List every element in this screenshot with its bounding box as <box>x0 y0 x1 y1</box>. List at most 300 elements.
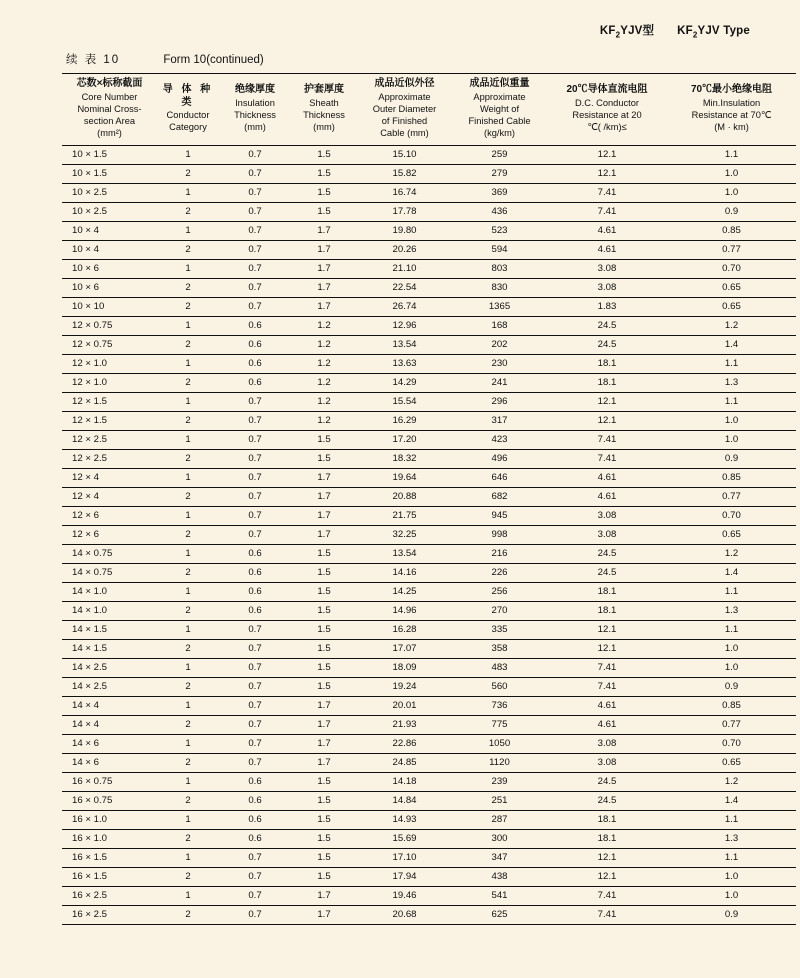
table-row <box>62 221 796 240</box>
cell-core-number: 12 × 0.75 <box>62 316 157 335</box>
table-cell: 0.7 <box>219 278 291 297</box>
table-cell: 436 <box>452 202 547 221</box>
table-cell: 2 <box>157 449 219 468</box>
header-title-cn: $KF_2YJV$型 <box>599 25 655 40</box>
table-cell: 32.25 <box>357 525 452 544</box>
table-cell: 0.65 <box>667 297 796 316</box>
table-cell: 26.74 <box>357 297 452 316</box>
table-cell: 1.7 <box>291 259 357 278</box>
table-row <box>62 544 796 563</box>
cell-core-number: 12 × 1.5 <box>62 392 157 411</box>
cell-core-number: 14 × 0.75 <box>62 544 157 563</box>
cell-core-number: 10 × 1.5 <box>62 164 157 183</box>
cell-core-number: 10 × 4 <box>62 221 157 240</box>
table-cell: 0.9 <box>667 677 796 696</box>
table-row <box>62 601 796 620</box>
table-cell: 317 <box>452 411 547 430</box>
table-cell: 3.08 <box>547 734 667 753</box>
table-cell: 18.1 <box>547 601 667 620</box>
table-cell: 19.46 <box>357 886 452 905</box>
table-cell: 14.25 <box>357 582 452 601</box>
table-cell: 216 <box>452 544 547 563</box>
table-cell: 1.7 <box>291 715 357 734</box>
table-cell: 0.6 <box>219 791 291 810</box>
table-row <box>62 202 796 221</box>
cable-specification-table <box>62 73 796 924</box>
table-row <box>62 354 796 373</box>
table-cell: 2 <box>157 563 219 582</box>
table-cell: 0.7 <box>219 392 291 411</box>
table-cell: 0.77 <box>667 487 796 506</box>
table-cell: 16.28 <box>357 620 452 639</box>
column-header-weight: 成品近似重量 Approximate Weight of Finished Cable (kg/km) <box>452 74 547 145</box>
table-cell: 1 <box>157 886 219 905</box>
table-cell: 945 <box>452 506 547 525</box>
column-header-dc-resistance: 20℃导体直流电阻 D.C. Conductor Resistance at 20 ℃( /km)≤ <box>547 74 667 145</box>
table-cell: 1.5 <box>291 677 357 696</box>
table-cell: 0.7 <box>219 734 291 753</box>
table-cell: 13.54 <box>357 335 452 354</box>
table-cell: 1.5 <box>291 829 357 848</box>
table-cell: 0.6 <box>219 544 291 563</box>
cell-core-number: 16 × 0.75 <box>62 772 157 791</box>
cell-core-number: 14 × 2.5 <box>62 677 157 696</box>
table-cell: 17.78 <box>357 202 452 221</box>
table-cell: 1.5 <box>291 639 357 658</box>
table-cell: 12.1 <box>547 392 667 411</box>
table-cell: 0.7 <box>219 430 291 449</box>
table-cell: 20.68 <box>357 905 452 924</box>
table-cell: 1.2 <box>291 335 357 354</box>
table-cell: 0.7 <box>219 487 291 506</box>
cell-core-number: 12 × 1.0 <box>62 373 157 392</box>
table-cell: 13.63 <box>357 354 452 373</box>
table-cell: 1.5 <box>291 791 357 810</box>
cell-core-number: 10 × 2.5 <box>62 183 157 202</box>
table-cell: 239 <box>452 772 547 791</box>
table-cell: 1.5 <box>291 183 357 202</box>
cell-core-number: 10 × 6 <box>62 259 157 278</box>
table-row <box>62 506 796 525</box>
table-cell: 0.7 <box>219 411 291 430</box>
table-cell: 3.08 <box>547 506 667 525</box>
table-cell: 16.29 <box>357 411 452 430</box>
table-cell: 13.54 <box>357 544 452 563</box>
table-cell: 24.85 <box>357 753 452 772</box>
table-cell: 0.7 <box>219 506 291 525</box>
cell-core-number: 10 × 6 <box>62 278 157 297</box>
table-cell: 0.6 <box>219 373 291 392</box>
table-cell: 7.41 <box>547 449 667 468</box>
cell-core-number: 12 × 1.0 <box>62 354 157 373</box>
table-cell: 1.0 <box>667 639 796 658</box>
table-cell: 1.7 <box>291 221 357 240</box>
table-cell: 18.32 <box>357 449 452 468</box>
column-header-cn: 芯数×标称截面 <box>76 78 143 90</box>
cell-core-number: 14 × 6 <box>62 734 157 753</box>
table-cell: 20.88 <box>357 487 452 506</box>
table-cell: 0.6 <box>219 563 291 582</box>
column-header-cn: 成品近似重量 <box>469 78 530 90</box>
table-cell: 18.1 <box>547 810 667 829</box>
table-cell: 202 <box>452 335 547 354</box>
table-row <box>62 658 796 677</box>
table-cell: 1.1 <box>667 354 796 373</box>
table-cell: 2 <box>157 202 219 221</box>
table-cell: 1.2 <box>291 373 357 392</box>
table-cell: 1.2 <box>667 544 796 563</box>
table-cell: 21.10 <box>357 259 452 278</box>
table-cell: 1 <box>157 658 219 677</box>
table-cell: 1 <box>157 183 219 202</box>
table-cell: 7.41 <box>547 677 667 696</box>
table-row <box>62 430 796 449</box>
table-cell: 3.08 <box>547 278 667 297</box>
table-cell: 18.1 <box>547 829 667 848</box>
table-cell: 646 <box>452 468 547 487</box>
table-row <box>62 639 796 658</box>
table-cell: 0.7 <box>219 753 291 772</box>
table-row <box>62 563 796 582</box>
table-row <box>62 316 796 335</box>
table-cell: 16.74 <box>357 183 452 202</box>
table-row <box>62 696 796 715</box>
table-cell: 21.75 <box>357 506 452 525</box>
table-cell: 1050 <box>452 734 547 753</box>
table-row <box>62 278 796 297</box>
table-cell: 4.61 <box>547 696 667 715</box>
table-cell: 2 <box>157 639 219 658</box>
table-row <box>62 810 796 829</box>
table-cell: 4.61 <box>547 468 667 487</box>
table-cell: 358 <box>452 639 547 658</box>
table-row <box>62 848 796 867</box>
table-cell: 1.7 <box>291 297 357 316</box>
table-cell: 1.2 <box>291 392 357 411</box>
table-cell: 2 <box>157 791 219 810</box>
table-row <box>62 392 796 411</box>
table-cell: 256 <box>452 582 547 601</box>
table-cell: 0.70 <box>667 506 796 525</box>
table-row <box>62 753 796 772</box>
column-header-conductor-category: 导 体 种 类 Conductor Category <box>157 74 219 145</box>
table-cell: 270 <box>452 601 547 620</box>
table-cell: 1.7 <box>291 506 357 525</box>
table-cell: 1.4 <box>667 335 796 354</box>
table-cell: 296 <box>452 392 547 411</box>
table-row <box>62 373 796 392</box>
cell-core-number: 14 × 2.5 <box>62 658 157 677</box>
table-cell: 0.6 <box>219 316 291 335</box>
table-cell: 0.6 <box>219 829 291 848</box>
table-cell: 2 <box>157 335 219 354</box>
table-cell: 14.84 <box>357 791 452 810</box>
table-row <box>62 411 796 430</box>
cell-core-number: 14 × 0.75 <box>62 563 157 582</box>
table-cell: 7.41 <box>547 430 667 449</box>
table-cell: 1.0 <box>667 867 796 886</box>
table-cell: 2 <box>157 677 219 696</box>
table-cell: 736 <box>452 696 547 715</box>
table-row <box>62 449 796 468</box>
table-cell: 1.0 <box>667 411 796 430</box>
table-cell: 1.5 <box>291 848 357 867</box>
cell-core-number: 14 × 1.5 <box>62 639 157 658</box>
table-cell: 1.5 <box>291 810 357 829</box>
cell-core-number: 12 × 4 <box>62 468 157 487</box>
table-cell: 0.6 <box>219 810 291 829</box>
table-cell: 0.6 <box>219 582 291 601</box>
table-cell: 1.4 <box>667 563 796 582</box>
table-cell: 2 <box>157 525 219 544</box>
table-cell: 1 <box>157 430 219 449</box>
table-cell: 241 <box>452 373 547 392</box>
table-cell: 12.1 <box>547 164 667 183</box>
table-cell: 226 <box>452 563 547 582</box>
table-cell: 560 <box>452 677 547 696</box>
table-cell: 1 <box>157 506 219 525</box>
table-cell: 1.3 <box>667 373 796 392</box>
table-cell: 0.77 <box>667 240 796 259</box>
table-cell: 1.0 <box>667 658 796 677</box>
cell-core-number: 10 × 4 <box>62 240 157 259</box>
table-cell: 0.7 <box>219 886 291 905</box>
table-cell: 7.41 <box>547 183 667 202</box>
table-body <box>62 145 796 924</box>
table-cell: 12.1 <box>547 867 667 886</box>
cell-core-number: 12 × 1.5 <box>62 411 157 430</box>
table-cell: 0.7 <box>219 164 291 183</box>
table-cell: 1.1 <box>667 810 796 829</box>
table-cell: 682 <box>452 487 547 506</box>
table-row <box>62 183 796 202</box>
form-caption-cn: 续 表 10 <box>66 54 121 67</box>
table-cell: 1.7 <box>291 734 357 753</box>
table-cell: 0.70 <box>667 259 796 278</box>
table-cell: 1.7 <box>291 468 357 487</box>
table-cell: 1.1 <box>667 392 796 411</box>
table-cell: 0.7 <box>219 259 291 278</box>
table-cell: 1 <box>157 696 219 715</box>
table-cell: 259 <box>452 145 547 164</box>
table-cell: 21.93 <box>357 715 452 734</box>
table-cell: 0.85 <box>667 468 796 487</box>
table-cell: 2 <box>157 164 219 183</box>
table-cell: 18.1 <box>547 373 667 392</box>
table-cell: 2 <box>157 487 219 506</box>
table-cell: 24.5 <box>547 791 667 810</box>
table-cell: 483 <box>452 658 547 677</box>
table-cell: 0.85 <box>667 221 796 240</box>
table-cell: 14.16 <box>357 563 452 582</box>
table-cell: 300 <box>452 829 547 848</box>
table-cell: 2 <box>157 753 219 772</box>
table-cell: 1 <box>157 810 219 829</box>
table-cell: 7.41 <box>547 658 667 677</box>
table-cell: 1.5 <box>291 601 357 620</box>
cell-core-number: 10 × 1.5 <box>62 145 157 164</box>
column-header-sheath-thickness: 护套厚度 Sheath Thickness (mm) <box>291 74 357 145</box>
table-row <box>62 905 796 924</box>
table-row <box>62 525 796 544</box>
table-cell: 14.18 <box>357 772 452 791</box>
table-cell: 2 <box>157 905 219 924</box>
table-cell: 18.1 <box>547 354 667 373</box>
table-row <box>62 297 796 316</box>
table-row <box>62 867 796 886</box>
table-cell: 1 <box>157 734 219 753</box>
table-cell: 12.1 <box>547 639 667 658</box>
table-cell: 0.7 <box>219 297 291 316</box>
table-cell: 1.5 <box>291 202 357 221</box>
table-row <box>62 468 796 487</box>
cell-core-number: 16 × 0.75 <box>62 791 157 810</box>
table-cell: 18.1 <box>547 582 667 601</box>
cell-core-number: 16 × 1.0 <box>62 829 157 848</box>
table-cell: 14.93 <box>357 810 452 829</box>
table-cell: 0.7 <box>219 639 291 658</box>
table-cell: 0.6 <box>219 354 291 373</box>
table-cell: 251 <box>452 791 547 810</box>
cell-core-number: 16 × 1.5 <box>62 867 157 886</box>
table-cell: 0.7 <box>219 183 291 202</box>
table-cell: 19.64 <box>357 468 452 487</box>
table-cell: 1365 <box>452 297 547 316</box>
table-row <box>62 240 796 259</box>
table-cell: 3.08 <box>547 259 667 278</box>
table-cell: 1.1 <box>667 145 796 164</box>
table-cell: 287 <box>452 810 547 829</box>
table-cell: 1.5 <box>291 658 357 677</box>
table-cell: 1 <box>157 582 219 601</box>
table-cell: 12.1 <box>547 411 667 430</box>
cell-core-number: 14 × 1.0 <box>62 601 157 620</box>
table-cell: 0.7 <box>219 677 291 696</box>
table-cell: 12.1 <box>547 145 667 164</box>
table-cell: 22.86 <box>357 734 452 753</box>
cell-core-number: 12 × 2.5 <box>62 449 157 468</box>
table-cell: 775 <box>452 715 547 734</box>
table-cell: 2 <box>157 829 219 848</box>
table-cell: 2 <box>157 867 219 886</box>
table-cell: 1.5 <box>291 620 357 639</box>
cell-core-number: 10 × 10 <box>62 297 157 316</box>
table-cell: 2 <box>157 373 219 392</box>
table-row <box>62 164 796 183</box>
table-cell: 0.6 <box>219 601 291 620</box>
table-cell: 0.9 <box>667 905 796 924</box>
table-cell: 1.0 <box>667 886 796 905</box>
table-cell: 1.2 <box>291 354 357 373</box>
table-cell: 0.7 <box>219 867 291 886</box>
column-header-cn: 护套厚度 <box>304 84 344 96</box>
table-cell: 1 <box>157 354 219 373</box>
table-cell: 0.70 <box>667 734 796 753</box>
table-cell: 15.54 <box>357 392 452 411</box>
table-cell: 15.82 <box>357 164 452 183</box>
table-cell: 1.5 <box>291 544 357 563</box>
table-row <box>62 734 796 753</box>
table-cell: 2 <box>157 411 219 430</box>
table-cell: 12.96 <box>357 316 452 335</box>
table-cell: 4.61 <box>547 487 667 506</box>
column-header-insulation-thickness: 绝缘厚度 Insulation Thickness (mm) <box>219 74 291 145</box>
table-cell: 17.07 <box>357 639 452 658</box>
cell-core-number: 16 × 2.5 <box>62 905 157 924</box>
table-cell: 19.80 <box>357 221 452 240</box>
table-cell: 1.5 <box>291 449 357 468</box>
table-cell: 0.7 <box>219 525 291 544</box>
table-cell: 1.2 <box>291 411 357 430</box>
table-cell: 1.0 <box>667 183 796 202</box>
table-cell: 1.3 <box>667 829 796 848</box>
table-cell: 14.96 <box>357 601 452 620</box>
column-header-outer-diameter: 成品近似外径 Approximate Outer Diameter of Finished Cable (mm) <box>357 74 452 145</box>
table-row <box>62 620 796 639</box>
table-cell: 15.69 <box>357 829 452 848</box>
column-header-cn: 70℃最小绝缘电阻 <box>690 84 773 96</box>
table-cell: 0.9 <box>667 449 796 468</box>
table-cell: 1.2 <box>667 316 796 335</box>
table-cell: 523 <box>452 221 547 240</box>
cell-core-number: 14 × 6 <box>62 753 157 772</box>
table-cell: 335 <box>452 620 547 639</box>
table-cell: 1.5 <box>291 430 357 449</box>
cell-core-number: 12 × 2.5 <box>62 430 157 449</box>
form-caption <box>32 51 768 67</box>
table-cell: 24.5 <box>547 316 667 335</box>
cell-core-number: 16 × 1.5 <box>62 848 157 867</box>
table-cell: 1.5 <box>291 145 357 164</box>
table-row <box>62 582 796 601</box>
table-cell: 1 <box>157 316 219 335</box>
cell-core-number: 14 × 4 <box>62 715 157 734</box>
table-cell: 17.10 <box>357 848 452 867</box>
table-cell: 279 <box>452 164 547 183</box>
table-cell: 541 <box>452 886 547 905</box>
table-cell: 4.61 <box>547 221 667 240</box>
table-cell: 0.7 <box>219 221 291 240</box>
table-cell: 2 <box>157 601 219 620</box>
table-cell: 1.5 <box>291 563 357 582</box>
table-cell: 1.7 <box>291 525 357 544</box>
table-cell: 2 <box>157 715 219 734</box>
table-row <box>62 145 796 164</box>
table-cell: 1.7 <box>291 696 357 715</box>
table-cell: 12.1 <box>547 848 667 867</box>
table-cell: 19.24 <box>357 677 452 696</box>
cell-core-number: 14 × 1.0 <box>62 582 157 601</box>
table-cell: 24.5 <box>547 335 667 354</box>
table-row <box>62 335 796 354</box>
cell-core-number: 12 × 6 <box>62 525 157 544</box>
table-cell: 0.7 <box>219 449 291 468</box>
table-cell: 20.01 <box>357 696 452 715</box>
table-cell: 1 <box>157 221 219 240</box>
table-cell: 0.7 <box>219 468 291 487</box>
table-cell: 1.7 <box>291 905 357 924</box>
table-cell: 168 <box>452 316 547 335</box>
table-cell: 496 <box>452 449 547 468</box>
cell-core-number: 16 × 1.0 <box>62 810 157 829</box>
table-cell: 1.3 <box>667 601 796 620</box>
table-cell: 1.1 <box>667 582 796 601</box>
table-cell: 1.2 <box>291 316 357 335</box>
table-cell: 1.7 <box>291 753 357 772</box>
table-cell: 0.7 <box>219 658 291 677</box>
table-cell: 1 <box>157 848 219 867</box>
table-row <box>62 487 796 506</box>
